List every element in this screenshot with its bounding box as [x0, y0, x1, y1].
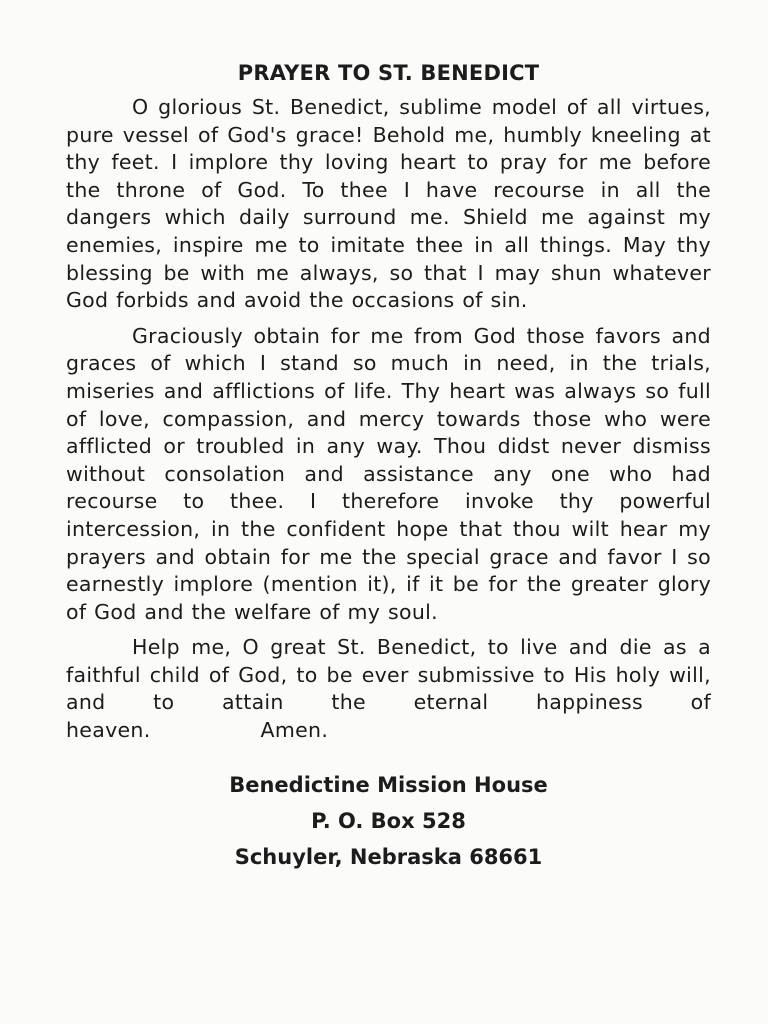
amen-text: Amen. — [260, 718, 329, 743]
city-state-zip: Schuyler, Nebraska 68661 — [234, 844, 543, 869]
prayer-content — [66, 58, 711, 875]
organization-name: Benedictine Mission House — [229, 772, 548, 797]
paragraph-1: O glorious St. Benedict, sublime model of all virtues, pure vessel of God's grace! Behold me, humbly kneeling at thy feet. I implore thy loving heart to pray for me before the throne of God. To thee I have recourse in all the dangers which daily surround me. Shield me against my enemies, inspire me to imitate thee in all things. May thy blessing be with me always, so that I may shun whatever God forbids and avoid the occasions of sin. — [66, 95, 711, 313]
address-footer — [66, 767, 711, 875]
paragraph-3 — [66, 634, 711, 744]
paragraph-3-text: Help me, O great St. Benedict, to live and die as a faithful child of God, to be ever submissive to His holy will, and to attain the eternal happiness of heaven. — [66, 635, 711, 743]
po-box: P. O. Box 528 — [311, 808, 466, 833]
paragraph-2: Graciously obtain for me from God those favors and graces of which I stand so much in need, in the trials, miseries and afflictions of life. Thy heart was always so full of love, compassion, and mercy towards those who were afflicted or troubled in any way. Thou didst never dismiss without consolation and assistance any one who had recourse to thee. I therefore invoke thy powerful intercession, in the confident hope that thou wilt hear my prayers and obtain for me the special grace and favor I so earnestly implore (mention it), if it be for the greater glory of God and the welfare of my soul. — [66, 323, 711, 624]
page-title: PRAYER TO ST. BENEDICT — [237, 61, 540, 85]
